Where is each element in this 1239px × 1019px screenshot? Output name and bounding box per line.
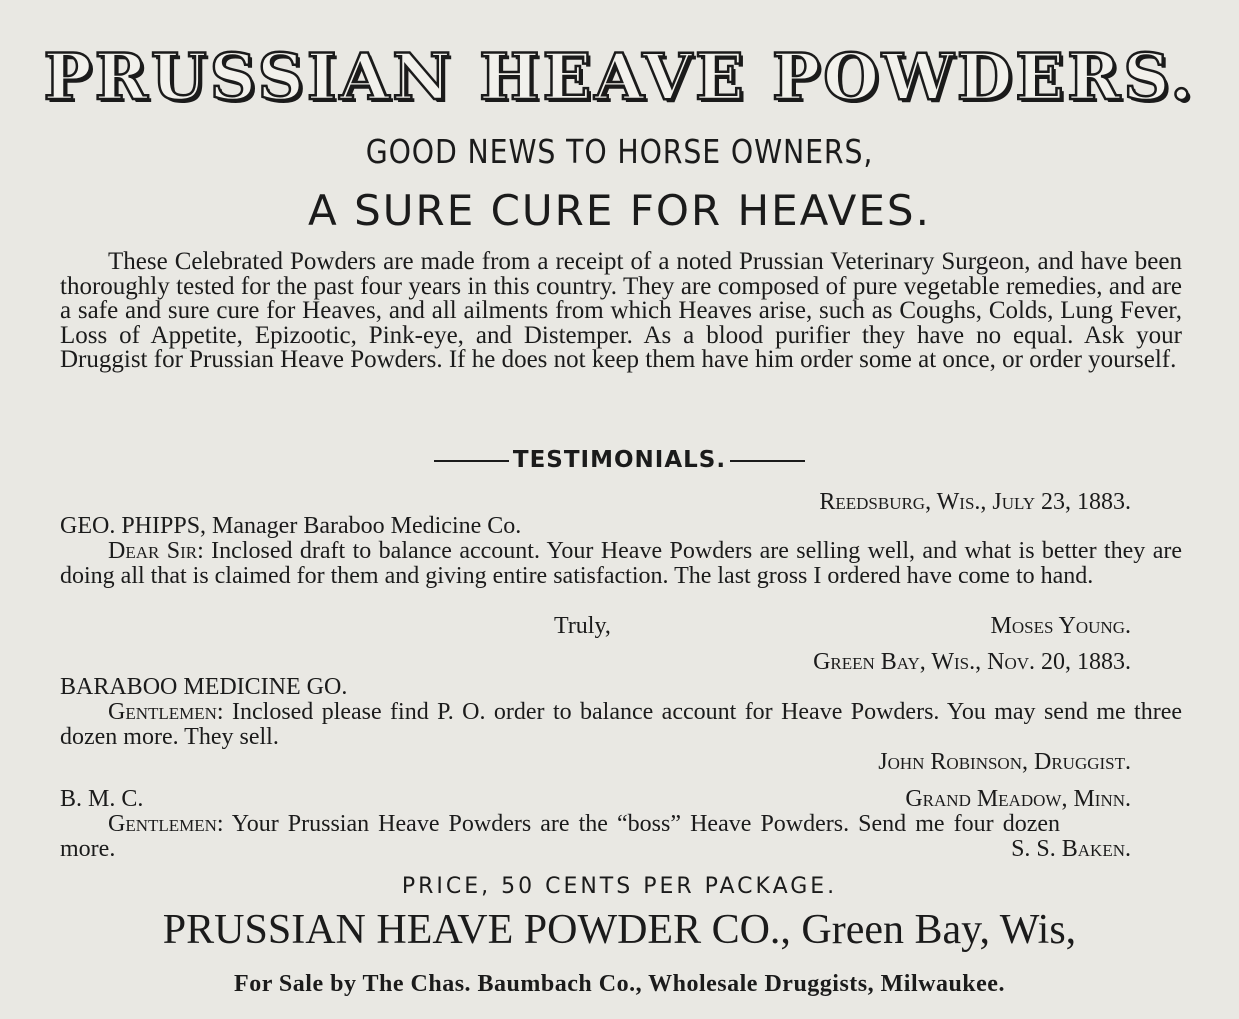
heading-rule-right	[730, 460, 805, 462]
testimonial-1-letter	[60, 539, 1182, 589]
testimonial-3-salutation: Gentlemen:	[108, 811, 224, 837]
testimonial-2-place-date: Green Bay, Wis., Nov. 20, 1883.	[813, 649, 1131, 675]
intro-paragraph: These Celebrated Powders are made from a receipt of a noted Prussian Veterinary Surgeon, and have been thoroughly tested for the past four years in this country. They are composed of pure vegetable remedies, and are a safe and sure cure for Heaves, and all ailments from which Heaves arise, such as Coughs, Colds, Lung Fever, Loss of Appetite, Epizootic, Pink-eye, and Distemper. As a blood purifier they have no equal. Ask your Druggist for Prussian Heave Powders. If he does not keep them have him order some at once, or order yourself.	[60, 248, 1182, 373]
price-line: PRICE, 50 CENTS PER PACKAGE.	[401, 874, 838, 899]
testimonial-2-signature: John Robinson, Druggist.	[878, 749, 1131, 775]
subtitle-sure-cure: A SURE CURE FOR HEAVES.	[308, 186, 931, 235]
testimonial-2-letter	[60, 700, 1182, 750]
company-name: PRUSSIAN HEAVE POWDER CO., Green Bay, Wis,	[162, 907, 1077, 953]
for-sale-line: For Sale by The Chas. Baumbach Co., Wholesale Druggists, Milwaukee.	[234, 971, 1005, 997]
testimonial-1-salutation: Dear Sir:	[108, 538, 204, 564]
testimonial-3-letter	[60, 812, 1060, 862]
testimonials-heading	[0, 447, 1239, 473]
testimonial-1-addressee: GEO. PHIPPS, Manager Baraboo Medicine Co.	[60, 513, 522, 539]
subtitle-good-news: GOOD NEWS TO HORSE OWNERS,	[365, 132, 874, 171]
testimonial-2-addressee: BARABOO MEDICINE GO.	[60, 674, 348, 700]
heading-rule-left	[434, 460, 509, 462]
testimonial-3-signature: S. S. Baken.	[1011, 836, 1131, 862]
testimonial-1-body: Inclosed draft to balance account. Your Heave Powders are selling well, and what is better they are doing all that is claimed for them and giving entire satisfaction. The last gross I ordered have come to hand.	[60, 538, 1182, 589]
testimonial-3-place-date: Grand Meadow, Minn.	[905, 786, 1131, 812]
testimonial-3-body: Your Prussian Heave Powders are the “boss” Heave Powders. Send me four dozen more.	[60, 811, 1060, 862]
testimonial-2-salutation: Gentlemen:	[108, 699, 224, 725]
testimonial-1-closing: Truly,	[554, 613, 611, 639]
testimonial-2-body: Inclosed please find P. O. order to balance account for Heave Powders. You may send me three dozen more. They sell.	[60, 699, 1183, 750]
testimonial-1-signature: Moses Young.	[990, 613, 1131, 639]
ad-title: PRUSSIAN HEAVE POWDERS.	[43, 40, 1196, 115]
testimonial-3-addressee: B. M. C.	[60, 786, 144, 812]
testimonial-1-place-date: Reedsburg, Wis., July 23, 1883.	[819, 489, 1131, 515]
testimonials-heading-text: TESTIMONIALS.	[512, 447, 727, 473]
